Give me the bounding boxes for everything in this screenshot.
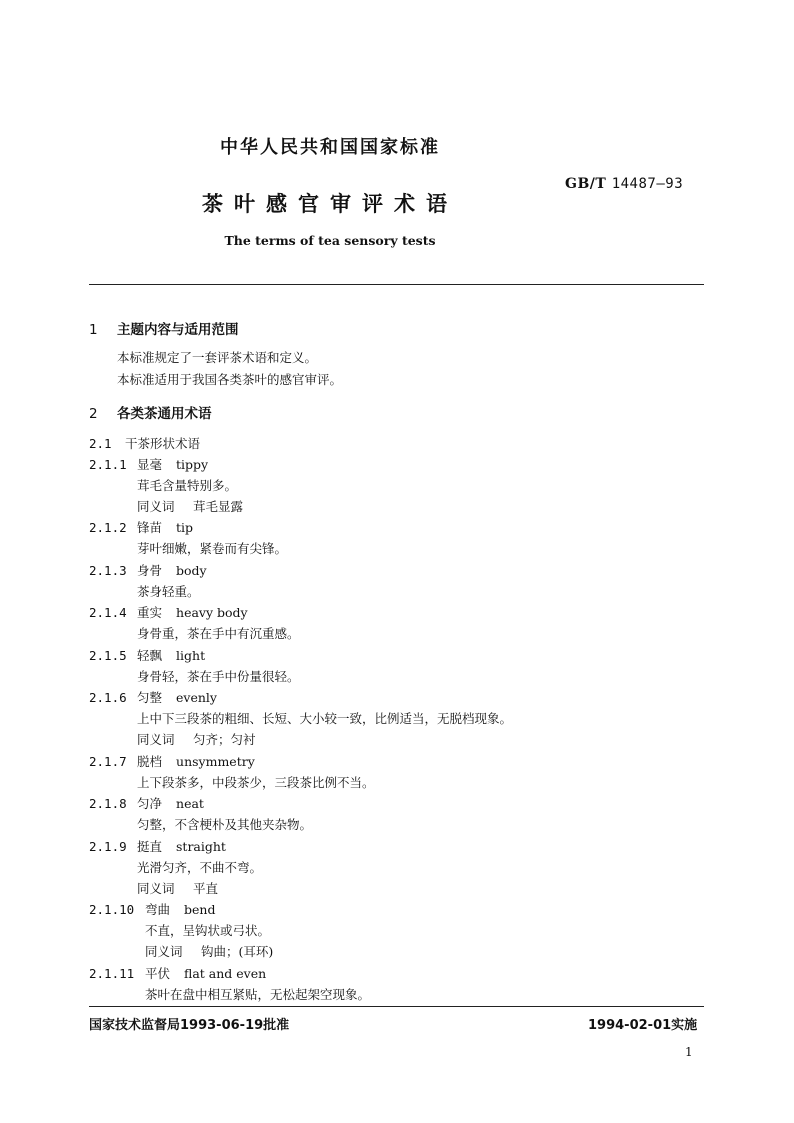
term-definition: 上中下三段茶的粗细、长短、大小较一致，比例适当，无脱档现象。 xyxy=(137,711,513,726)
section-1-paragraph: 本标准适用于我国各类茶叶的感官审评。 xyxy=(117,372,343,387)
section-1-paragraph: 本标准规定了一套评茶术语和定义。 xyxy=(117,350,318,365)
term-en: tippy xyxy=(176,457,209,472)
term-en: straight xyxy=(176,839,226,854)
term-definition: 上下段茶多，中段茶少，三段茶比例不当。 xyxy=(137,775,375,790)
term-entry: 2.1.3 身骨 body xyxy=(89,563,207,578)
term-definition: 茶叶在盘中相互紧贴，无松起架空现象。 xyxy=(145,987,371,1002)
term-entry: 2.1.9 挺直 straight xyxy=(89,839,226,854)
document-title: 茶叶感官审评术语 xyxy=(202,192,458,216)
term-definition: 不直，呈钩状或弓状。 xyxy=(145,923,271,938)
term-en: bend xyxy=(184,902,216,917)
term-synonym: 同义词 匀齐；匀衬 xyxy=(137,732,256,747)
term-entry: 2.1.5 轻飘 light xyxy=(89,648,206,663)
section-1-heading: 1 主题内容与适用范围 xyxy=(89,322,239,338)
term-en: tip xyxy=(176,520,194,535)
term-entry: 2.1.8 匀净 neat xyxy=(89,796,204,811)
term-en: light xyxy=(176,648,206,663)
footer-divider xyxy=(89,1006,704,1007)
term-definition: 身骨重，茶在手中有沉重感。 xyxy=(137,626,300,641)
term-synonym: 同义词 钩曲；(耳环) xyxy=(145,944,274,959)
term-en: evenly xyxy=(176,690,217,705)
term-definition: 匀整，不含梗朴及其他夹杂物。 xyxy=(137,817,313,832)
term-entry: 2.1.4 重实 heavy body xyxy=(89,605,248,620)
term-cn: 挺直 xyxy=(137,839,163,854)
term-en: flat and even xyxy=(184,966,267,981)
standard-prefix: GB/T xyxy=(565,176,607,192)
term-definition: 光滑匀齐，不曲不弯。 xyxy=(137,860,263,875)
approval-date: 国家技术监督局1993-06-19批准 xyxy=(89,1018,290,1033)
term-definition: 芽叶细嫩，紧卷而有尖锋。 xyxy=(137,541,288,556)
term-cn: 轻飘 xyxy=(137,648,163,663)
term-cn: 身骨 xyxy=(137,563,163,578)
term-synonym: 同义词 平直 xyxy=(137,881,219,896)
term-en: unsymmetry xyxy=(176,754,255,769)
term-cn: 平伏 xyxy=(145,966,171,981)
term-definition: 茸毛含量特别多。 xyxy=(137,478,238,493)
term-entry: 2.1.7 脱档 unsymmetry xyxy=(89,754,255,769)
term-entry: 2.1.6 匀整 evenly xyxy=(89,690,217,705)
term-entry: 2.1.11 平伏 flat and even xyxy=(89,966,267,981)
term-cn: 弯曲 xyxy=(145,902,171,917)
term-entry: 2.1.1 显毫 tippy xyxy=(89,457,209,472)
term-cn: 重实 xyxy=(137,605,163,620)
term-cn: 显毫 xyxy=(137,457,163,472)
subsection-heading: 2.1 干茶形状术语 xyxy=(89,436,201,451)
term-definition: 身骨轻，茶在手中份量很轻。 xyxy=(137,669,300,684)
term-entry: 2.1.2 锋苗 tip xyxy=(89,520,194,535)
term-cn: 脱档 xyxy=(137,754,163,769)
term-cn: 匀整 xyxy=(137,690,163,705)
term-definition: 茶身轻重。 xyxy=(137,584,200,599)
term-en: neat xyxy=(176,796,204,811)
term-synonym: 同义词 茸毛显露 xyxy=(137,499,244,514)
term-entry: 2.1.10 弯曲 bend xyxy=(89,902,216,917)
standard-code: 14487—93 xyxy=(611,176,684,192)
term-cn: 匀净 xyxy=(137,796,163,811)
section-2-heading: 2 各类茶通用术语 xyxy=(89,406,212,422)
document-title-english: The terms of tea sensory tests xyxy=(224,233,436,248)
term-en: body xyxy=(176,563,207,578)
implementation-date: 1994-02-01实施 xyxy=(588,1018,698,1033)
term-cn: 锋苗 xyxy=(137,520,163,535)
header-divider xyxy=(89,284,704,285)
term-en: heavy body xyxy=(176,605,248,620)
page-number: 1 xyxy=(685,1045,693,1059)
issuing-authority: 中华人民共和国国家标准 xyxy=(220,137,440,158)
